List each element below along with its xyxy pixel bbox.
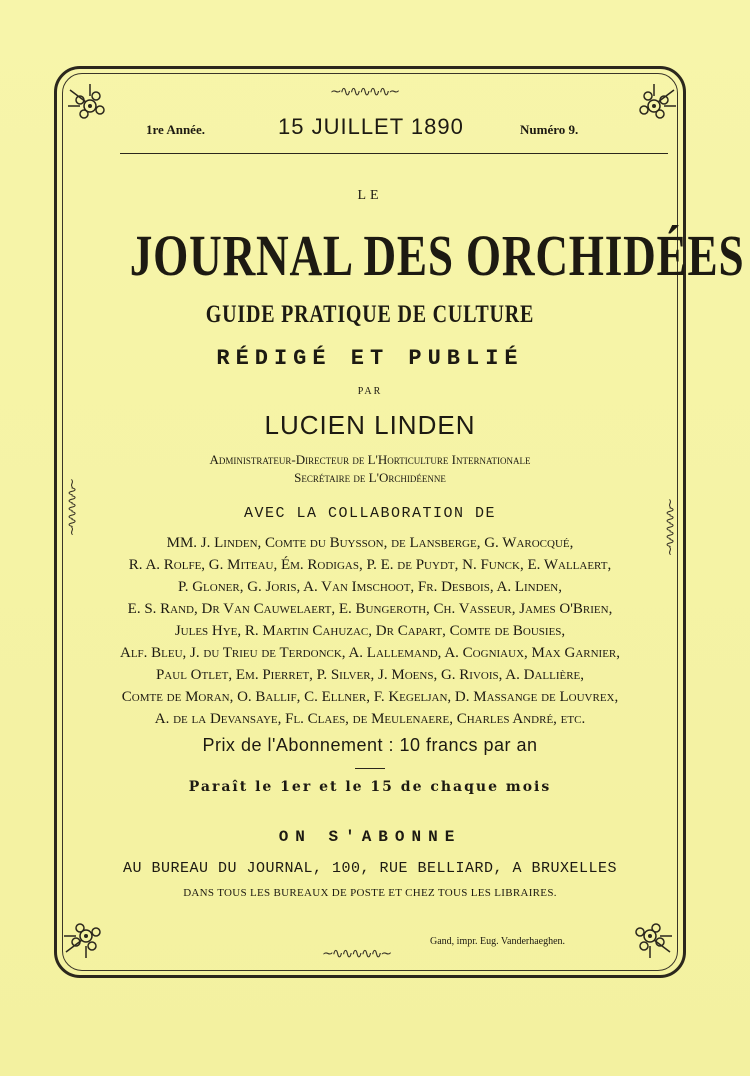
collaborator-line: Comte de Moran, O. Ballif, C. Ellner, F. Kegeljan, D. Massange de Louvrex, bbox=[121, 689, 619, 705]
right-wave-ornament-icon: ~∿∿∿∿∿~ bbox=[662, 498, 677, 554]
year-label: 1re Année. bbox=[146, 122, 205, 137]
header-rule bbox=[120, 153, 668, 154]
journal-subtitle: GUIDE PRATIQUE DE CULTURE bbox=[205, 301, 535, 328]
title-article: LE bbox=[357, 188, 383, 203]
publication-frequency: Paraît le 1er et le 15 de chaque mois bbox=[188, 779, 552, 795]
corner-ornament-bottom-left-icon bbox=[62, 912, 110, 960]
journal-title: JOURNAL DES ORCHIDÉES bbox=[129, 223, 745, 288]
collaborator-line: Jules Hye, R. Martin Cahuzac, Dr Capart, Comte de Bousies, bbox=[174, 623, 566, 639]
bottom-wave-ornament-icon: ~∿∿∿∿∿~ bbox=[322, 946, 391, 962]
author-role-2: Secrétaire de L'Orchidéenne bbox=[294, 470, 446, 485]
redige-line: RÉDIGÉ ET PUBLIÉ bbox=[216, 346, 524, 371]
collaborator-line: E. S. Rand, Dr Van Cauwelaert, E. Bungeroth, Ch. Vasseur, James O'Brien, bbox=[127, 601, 613, 617]
collaborator-line: Alf. Bleu, J. du Trieu de Terdonck, A. Lallemand, A. Cogniaux, Max Garnier, bbox=[119, 645, 621, 661]
subscribe-heading: ON S'ABONNE bbox=[278, 828, 462, 846]
top-wave-ornament-icon: ~∿∿∿∿∿~ bbox=[330, 84, 399, 100]
issue-number: Numéro 9. bbox=[520, 122, 579, 137]
postal-note: DANS TOUS LES BUREAUX DE POSTE ET CHEZ TOUS LES LIBRAIRES. bbox=[183, 887, 557, 899]
corner-ornament-bottom-right-icon bbox=[626, 912, 674, 960]
collaborator-line: MM. J. Linden, Comte du Buysson, de Lansberge, G. Warocqué, bbox=[166, 535, 574, 551]
collaborator-line: R. A. Rolfe, G. Miteau, Ém. Rodigas, P. E. de Puydt, N. Funck, E. Wallaert, bbox=[128, 557, 612, 573]
collaborator-line: P. Gloner, G. Joris, A. Van Imschoot, Fr. Desbois, A. Linden, bbox=[178, 579, 562, 595]
left-wave-ornament-icon: ~∿∿∿∿∿~ bbox=[64, 478, 79, 534]
issue-date: 15 JUILLET 1890 bbox=[278, 114, 464, 139]
par-line: PAR bbox=[357, 386, 383, 397]
issue-header bbox=[62, 112, 678, 148]
printer-imprint: Gand, impr. Eug. Vanderhaeghen. bbox=[430, 936, 566, 947]
subscription-price: Prix de l'Abonnement : 10 francs par an bbox=[202, 735, 538, 755]
collaborator-line: A. de la Devansaye, Fl. Claes, de Meulenaere, Charles André, etc. bbox=[154, 711, 586, 727]
author-role-1: Administrateur-Directeur de L'Horticulture Internationale bbox=[209, 452, 531, 467]
collaborator-line: Paul Otlet, Em. Pierret, P. Silver, J. Moens, G. Rivois, A. Dallière, bbox=[155, 667, 585, 683]
price-rule bbox=[355, 768, 385, 769]
collaboration-heading: AVEC LA COLLABORATION DE bbox=[243, 505, 497, 522]
office-address: AU BUREAU DU JOURNAL, 100, RUE BELLIARD, A BRUXELLES bbox=[122, 860, 618, 877]
author-name: LUCIEN LINDEN bbox=[264, 410, 476, 440]
